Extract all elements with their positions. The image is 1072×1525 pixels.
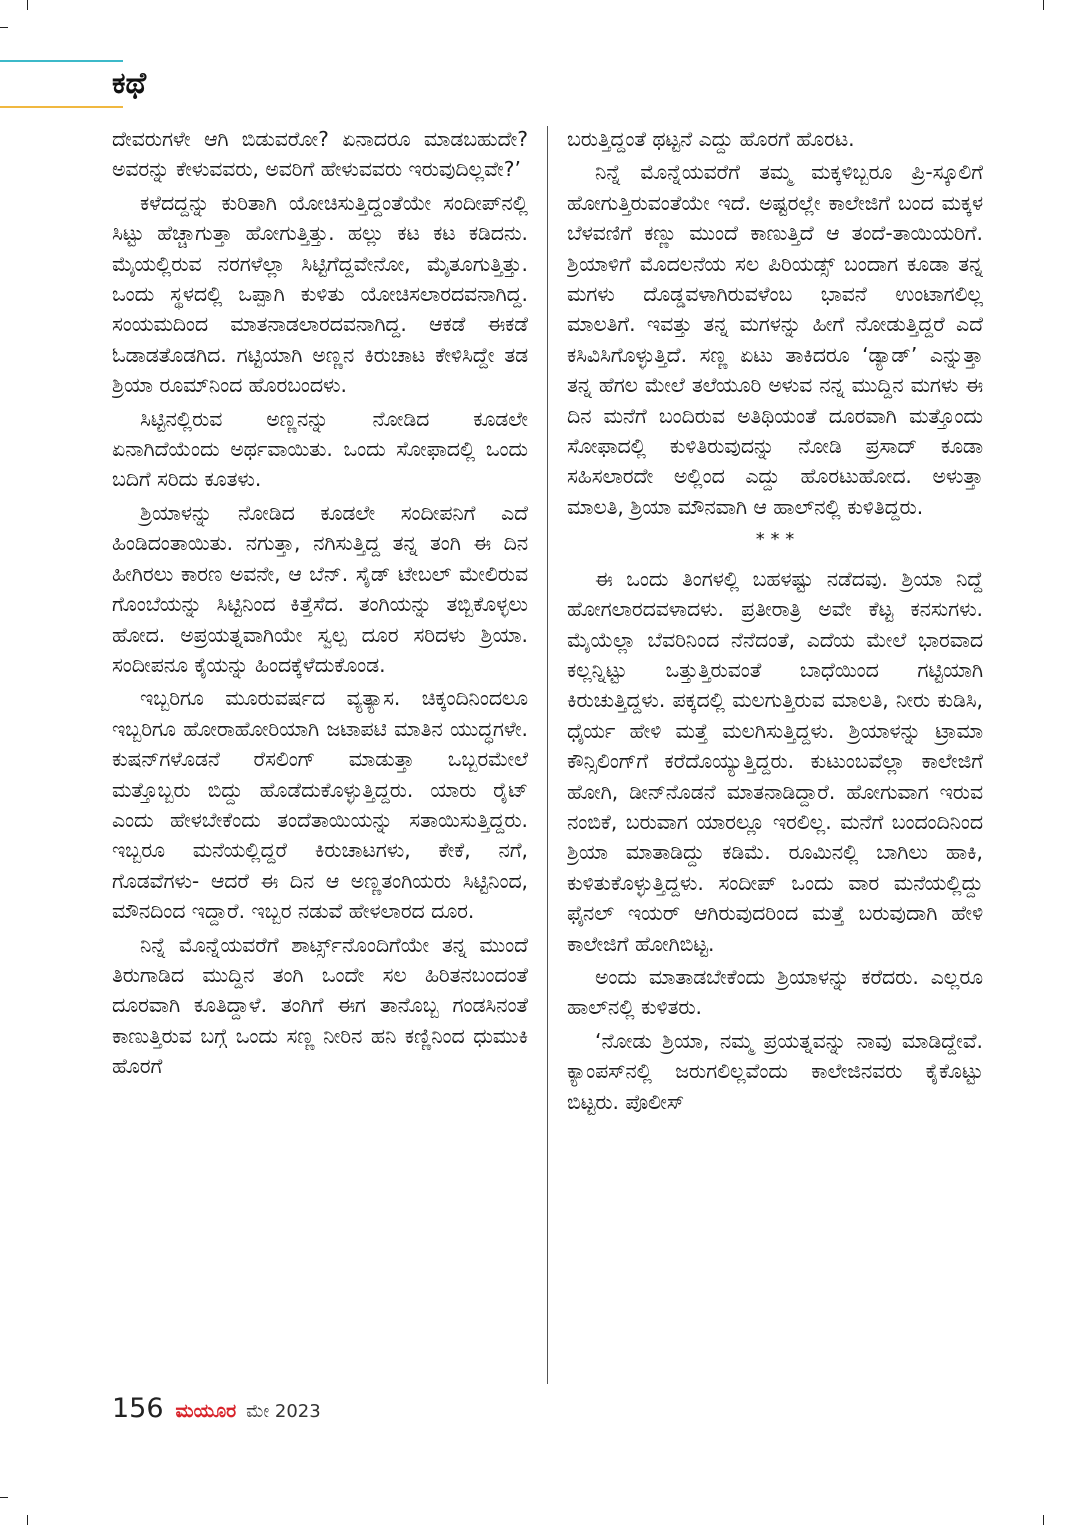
page-footer xyxy=(112,1393,321,1429)
paragraph: ‘ನೋಡು ಶ್ರಿಯಾ, ನಮ್ಮ ಪ್ರಯತ್ನವನ್ನು ನಾವು ಮಾಡಿದ್ದೇವೆ. ಕ್ಯಾಂಪಸ್‌ನಲ್ಲಿ ಜರುಗಲಿಲ್ಲವೆಂದು ಕಾಲೇಜಿನವರು ಕೈಕೊಟ್ಟು ಬಿಟ್ಟರು. ಪೊಲೀಸ್ xyxy=(567,1028,983,1114)
section-rule-top xyxy=(0,60,123,62)
column-divider xyxy=(547,126,548,1384)
section-rule-bottom xyxy=(0,106,123,108)
magazine-logo: ಮಯೂರ xyxy=(175,1400,237,1422)
paragraph: ಕಳೆದದ್ದನ್ನು ಕುರಿತಾಗಿ ಯೋಚಿಸುತ್ತಿದ್ದಂತೆಯೇ ಸಂದೀಪ್‌ನಲ್ಲಿ ಸಿಟ್ಟು ಹೆಚ್ಚಾಗುತ್ತಾ ಹೋಗುತ್ತಿತ್ತು. ಹಲ್ಲು ಕಟ ಕಟ ಕಡಿದನು. ಮೈಯಲ್ಲಿರುವ ನರಗಳೆಲ್ಲಾ ಸಿಟ್ಟಿಗೆದ್ದವೇನೋ, ಮೈತೂಗುತ್ತಿತ್ತು. ಒಂದು ಸ್ಥಳದಲ್ಲಿ ಒಪ್ಪಾಗಿ ಕುಳಿತು ಯೋಚಿಸಲಾರದವನಾಗಿದ್ದ. ಸಂಯಮದಿಂದ ಮಾತನಾಡಲಾರದವನಾಗಿದ್ದ. ಆಕಡೆ ಈಕಡೆ ಓಡಾಡತೊಡಗಿದ. ಗಟ್ಟಿಯಾಗಿ ಅಣ್ಣನ ಕಿರುಚಾಟ ಕೇಳಿಸಿದ್ದೇ ತಡ ಶ್ರಿಯಾ ರೂಮ್‌ನಿಂದ ಹೊರಬಂದಳು. xyxy=(112,190,528,398)
paragraph: ಶ್ರಿಯಾಳನ್ನು ನೋಡಿದ ಕೂಡಲೇ ಸಂದೀಪನಿಗೆ ಎದೆ ಹಿಂಡಿದಂತಾಯಿತು. ನಗುತ್ತಾ, ನಗಿಸುತ್ತಿದ್ದ ತನ್ನ ತಂಗಿ ಈ ದಿನ ಹೀಗಿರಲು ಕಾರಣ ಅವನೇ, ಆ ಬೆನ್. ಸೈಡ್ ಟೇಬಲ್ ಮೇಲಿರುವ ಗೊಂಬೆಯನ್ನು ಸಿಟ್ಟಿನಿಂದ ಕಿತ್ತೆಸೆದ. ತಂಗಿಯನ್ನು ತಬ್ಬಿಕೊಳ್ಳಲು ಹೋದ. ಅಪ್ರಯತ್ನವಾಗಿಯೇ ಸ್ವಲ್ಪ ದೂರ ಸರಿದಳು ಶ್ರಿಯಾ. ಸಂದೀಪನೂ ಕೈಯನ್ನು ಹಿಂದಕ್ಕೆಳೆದುಕೊಂಡ. xyxy=(112,500,528,677)
page-number: 156 xyxy=(112,1393,164,1424)
issue-date: ಮೇ 2023 xyxy=(246,1401,321,1422)
paragraph: ನಿನ್ನೆ ಮೊನ್ನೆಯವರೆಗೆ ತಮ್ಮ ಮಕ್ಕಳಿಬ್ಬರೂ ಪ್ರಿ-ಸ್ಕೂಲಿಗೆ ಹೋಗುತ್ತಿರುವಂತೆಯೇ ಇದೆ. ಅಷ್ಟರಲ್ಲೇ ಕಾಲೇಜಿಗೆ ಬಂದ ಮಕ್ಕಳ ಬೆಳವಣಿಗೆ ಕಣ್ಣು ಮುಂದೆ ಕಾಣುತ್ತಿದೆ ಆ ತಂದೆ-ತಾಯಿಯರಿಗೆ. ಶ್ರಿಯಾಳಿಗೆ ಮೊದಲನೆಯ ಸಲ ಪಿರಿಯಡ್ಸ್ ಬಂದಾಗ ಕೂಡಾ ತನ್ನ ಮಗಳು ದೊಡ್ಡವಳಾಗಿರುವಳೆಂಬ ಭಾವನೆ ಉಂಟಾಗಲಿಲ್ಲ ಮಾಲತಿಗೆ. ಇವತ್ತು ತನ್ನ ಮಗಳನ್ನು ಹೀಗೆ ನೋಡುತ್ತಿದ್ದರೆ ಎದೆ ಕಸಿವಿಸಿಗೊಳ್ಳುತ್ತಿದೆ. ಸಣ್ಣ ಏಟು ತಾಕಿದರೂ ‘ಡ್ಯಾಡ್’ ಎನ್ನುತ್ತಾ ತನ್ನ ಹೆಗಲ ಮೇಲೆ ತಲೆಯೂರಿ ಅಳುವ ನನ್ನ ಮುದ್ದಿನ ಮಗಳು ಈ ದಿನ ಮನೆಗೆ ಬಂದಿರುವ ಅತಿಥಿಯಂತೆ ದೂರವಾಗಿ ಮತ್ತೊಂದು ಸೋಫಾದಲ್ಲಿ ಕುಳಿತಿರುವುದನ್ನು ನೋಡಿ ಪ್ರಸಾದ್ ಕೂಡಾ ಸಹಿಸಲಾರದೇ ಅಲ್ಲಿಂದ ಎದ್ದು ಹೊರಟುಹೋದ. ಅಳುತ್ತಾ ಮಾಲತಿ, ಶ್ರಿಯಾ ಮೌನವಾಗಿ ಆ ಹಾಲ್‌ನಲ್ಲಿ ಕುಳಿತಿದ್ದರು. xyxy=(567,160,983,519)
paragraph: ನಿನ್ನೆ ಮೊನ್ನೆಯವರೆಗೆ ಶಾರ್ಟ್ಸ್‌ನೊಂದಿಗೆಯೇ ತನ್ನ ಮುಂದೆ ತಿರುಗಾಡಿದ ಮುದ್ದಿನ ತಂಗಿ ಒಂದೇ ಸಲ ಹಿರಿತನಬಂದಂತೆ ದೂರವಾಗಿ ಕೂತಿದ್ದಾಳೆ. ತಂಗಿಗೆ ಈಗ ತಾನೊಬ್ಬ ಗಂಡಸಿನಂತೆ ಕಾಣುತ್ತಿರುವ ಬಗ್ಗೆ ಒಂದು ಸಣ್ಣ ನೀರಿನ ಹನಿ ಕಣ್ಣಿನಿಂದ ಧುಮುಕಿ ಹೊರಗೆ xyxy=(112,932,528,1079)
paragraph: ದೇವರುಗಳೇ ಆಗಿ ಬಿಡುವರೋ? ಏನಾದರೂ ಮಾಡಬಹುದೇ? ಅವರನ್ನು ಕೇಳುವವರು, ಅವರಿಗೆ ಹೇಳುವವರು ಇರುವುದಿಲ್ಲವೇ?’ xyxy=(112,127,528,182)
paragraph: ಅಂದು ಮಾತಾಡಬೇಕೆಂದು ಶ್ರಿಯಾಳನ್ನು ಕರೆದರು. ಎಲ್ಲರೂ ಹಾಲ್‌ನಲ್ಲಿ ಕುಳಿತರು. xyxy=(567,964,983,1020)
paragraph: ಸಿಟ್ಟಿನಲ್ಲಿರುವ ಅಣ್ಣನನ್ನು ನೋಡಿದ ಕೂಡಲೇ ಏನಾಗಿದೆಯೆಂದು ಅರ್ಥವಾಯಿತು. ಒಂದು ಸೋಫಾದಲ್ಲಿ ಒಂದು ಬದಿಗೆ ಸರಿದು ಕೂತಳು. xyxy=(112,406,528,492)
paragraph: ಇಬ್ಬರಿಗೂ ಮೂರುವರ್ಷದ ವ್ಯತ್ಯಾಸ. ಚಿಕ್ಕಂದಿನಿಂದಲೂ ಇಬ್ಬರಿಗೂ ಹೋರಾಹೋರಿಯಾಗಿ ಜಟಾಪಟಿ ಮಾತಿನ ಯುದ್ಧಗಳೇ. ಕುಷನ್‌ಗಳೊಡನೆ ರೆಸಲಿಂಗ್ ಮಾಡುತ್ತಾ ಒಬ್ಬರಮೇಲೆ ಮತ್ತೊಬ್ಬರು ಬಿದ್ದು ಹೊಡೆದುಕೊಳ್ಳುತ್ತಿದ್ದರು. ಯಾರು ರೈಟ್ ಎಂದು ಹೇಳಬೇಕೆಂದು ತಂದೆತಾಯಿಯನ್ನು ಸತಾಯಿಸುತ್ತಿದ್ದರು. ಇಬ್ಬರೂ ಮನೆಯಲ್ಲಿದ್ದರೆ ಕಿರುಚಾಟಗಳು, ಕೇಕೆ, ನಗೆ, ಗೊಡವೆಗಳು- ಆದರೆ ಈ ದಿನ ಆ ಅಣ್ಣತಂಗಿಯರು ಸಿಟ್ಟಿನಿಂದ, ಮೌನದಿಂದ ಇದ್ದಾರೆ. ಇಬ್ಬರ ನಡುವೆ ಹೇಳಲಾರದ ದೂರ. xyxy=(112,686,528,924)
paragraph: ಬರುತ್ತಿದ್ದಂತೆ ಥಟ್ಟನೆ ಎದ್ದು ಹೊರಗೆ ಹೊರಟ. xyxy=(567,127,855,151)
section-title: ಕಥೆ xyxy=(112,66,147,101)
section-break: * * * xyxy=(755,529,795,551)
left-column xyxy=(112,124,528,1386)
right-column xyxy=(567,124,983,1386)
paragraph: ಈ ಒಂದು ತಿಂಗಳಲ್ಲಿ ಬಹಳಷ್ಟು ನಡೆದವು. ಶ್ರಿಯಾ ನಿದ್ದೆ ಹೋಗಲಾರದವಳಾದಳು. ಪ್ರತೀರಾತ್ರಿ ಅವೇ ಕೆಟ್ಟ ಕನಸುಗಳು. ಮೈಯೆಲ್ಲಾ ಬೆವರಿನಿಂದ ನೆನೆದಂತೆ, ಎದೆಯ ಮೇಲೆ ಭಾರವಾದ ಕಲ್ಲನ್ನಿಟ್ಟು ಒತ್ತುತ್ತಿರುವಂತೆ ಬಾಧೆಯಿಂದ ಗಟ್ಟಿಯಾಗಿ ಕಿರುಚುತ್ತಿದ್ದಳು. ಪಕ್ಕದಲ್ಲಿ ಮಲಗುತ್ತಿರುವ ಮಾಲತಿ, ನೀರು ಕುಡಿಸಿ, ಧೈರ್ಯ ಹೇಳಿ ಮತ್ತೆ ಮಲಗಿಸುತ್ತಿದ್ದಳು. ಶ್ರಿಯಾಳನ್ನು ಟ್ರಾಮಾ ಕೌನ್ಸಿಲಿಂಗ್‌ಗೆ ಕರೆದೊಯ್ಯುತ್ತಿದ್ದರು. ಕುಟುಂಬವೆಲ್ಲಾ ಕಾಲೇಜಿಗೆ ಹೋಗಿ, ಡೀನ್‌ನೊಡನೆ ಮಾತನಾಡಿದ್ದಾರೆ. ಹೋಗುವಾಗ ಇರುವ ನಂಬಿಕೆ, ಬರುವಾಗ ಯಾರಲ್ಲೂ ಇರಲಿಲ್ಲ. ಮನೆಗೆ ಬಂದಂದಿನಿಂದ ಶ್ರಿಯಾ ಮಾತಾಡಿದ್ದು ಕಡಿಮೆ. ರೂಮಿನಲ್ಲಿ ಬಾಗಿಲು ಹಾಕಿ, ಕುಳಿತುಕೊಳ್ಳುತ್ತಿದ್ದಳು. ಸಂದೀಪ್ ಒಂದು ವಾರ ಮನೆಯಲ್ಲಿದ್ದು ಫೈನಲ್ ಇಯರ್ ಆಗಿರುವುದರಿಂದ ಮತ್ತೆ ಬರುವುದಾಗಿ ಹೇಳಿ ಕಾಲೇಜಿಗೆ ಹೋಗಿಬಿಟ್ಟ. xyxy=(567,566,983,956)
